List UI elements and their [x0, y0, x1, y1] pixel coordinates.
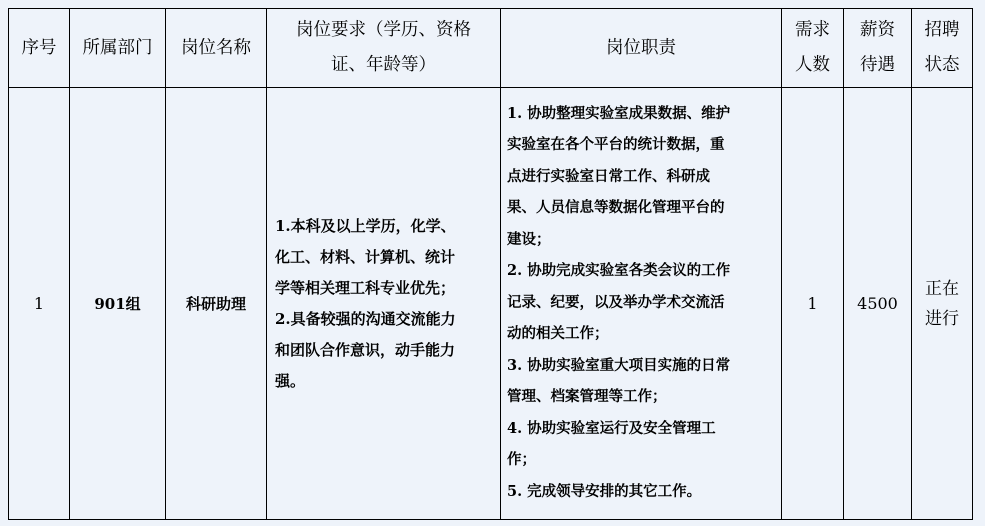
duty-line: 4. 协助实验室运行及安全管理工 [507, 419, 716, 437]
duty-line: 3. 协助实验室重大项目实施的日常 [507, 356, 731, 374]
duty-line: 动的相关工作； [507, 325, 609, 343]
duty-line: 作； [507, 451, 536, 469]
duty-line: 点进行实验室日常工作、科研成 [507, 167, 710, 185]
table-row [9, 88, 973, 520]
cell-requirements [267, 88, 501, 520]
header-salary: 薪资 待遇 [844, 9, 912, 88]
duty-line: 实验室在各个平台的统计数据，重 [507, 136, 725, 154]
duty-line: 2. 协助完成实验室各类会议的工作 [507, 262, 731, 280]
duty-line: 果、人员信息等数据化管理平台的 [507, 199, 725, 217]
header-count: 需求 人数 [782, 9, 844, 88]
duty-line: 管理、档案管理等工作； [507, 388, 667, 406]
cell-count: 1 [782, 88, 844, 520]
cell-seq: 1 [9, 88, 70, 520]
cell-status: 正在 进行 [912, 88, 973, 520]
requirement-line: 1.本科及以上学历，化学、 [275, 216, 456, 235]
cell-salary: 4500 [844, 88, 912, 520]
header-seq: 序号 [9, 9, 70, 88]
header-requirements: 岗位要求（学历、资格 证、年龄等） [267, 9, 501, 88]
duty-line: 1. 协助整理实验室成果数据、维护 [507, 104, 731, 122]
header-post: 岗位名称 [166, 9, 267, 88]
requirement-line: 学等相关理工科专业优先； [275, 278, 456, 297]
header-dept: 所属部门 [70, 9, 166, 88]
requirement-line: 和团队合作意识，动手能力 [275, 340, 456, 359]
requirement-line: 化工、材料、计算机、统计 [275, 247, 456, 266]
header-row [9, 9, 973, 88]
cell-dept: 901组 [70, 88, 166, 520]
duty-line: 记录、纪要，以及举办学术交流活 [507, 293, 725, 311]
cell-post: 科研助理 [166, 88, 267, 520]
requirement-line: 2.具备较强的沟通交流能力 [275, 309, 456, 328]
duty-line: 5. 完成领导安排的其它工作。 [507, 482, 702, 500]
requirement-line: 强。 [275, 371, 306, 390]
header-status: 招聘 状态 [912, 9, 973, 88]
job-table-container [8, 8, 973, 520]
header-duties: 岗位职责 [501, 9, 782, 88]
duty-line: 建设； [507, 230, 551, 248]
job-table [8, 8, 973, 520]
cell-duties [501, 88, 782, 520]
